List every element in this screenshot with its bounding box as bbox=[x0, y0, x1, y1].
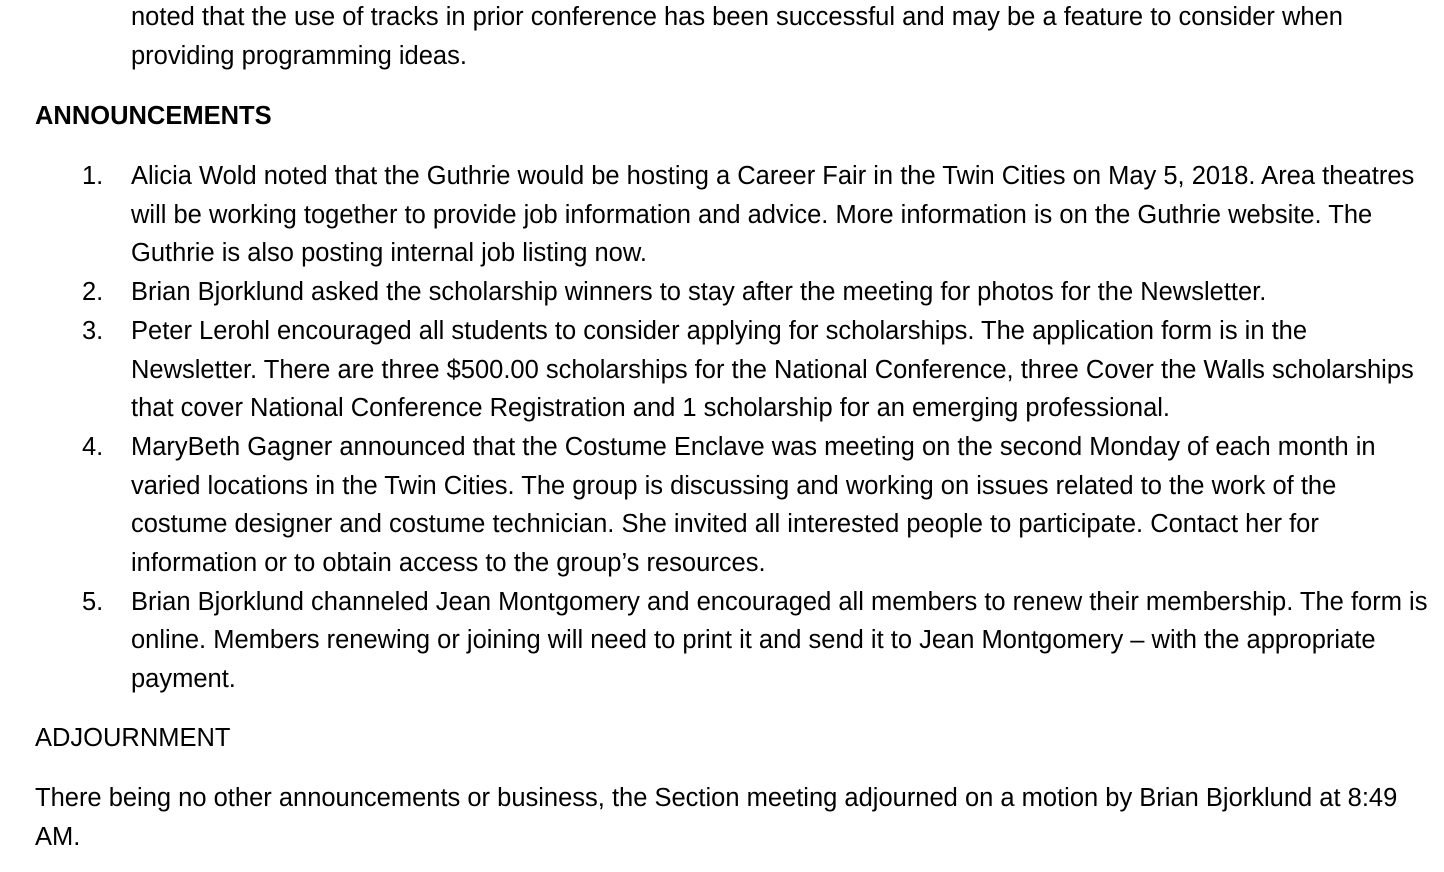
list-item-text: Peter Lerohl encouraged all students to consider applying for scholarships. The application form is in the Newsletter. There are three $500.00 scholarships for the National Conference, three Cover the Walls scholarships that cover National Conference Registration and 1 scholarship for an emerging professional. bbox=[131, 316, 1414, 423]
list-item bbox=[0, 157, 1431, 273]
list-item-number: 1. bbox=[82, 162, 104, 190]
intro-continued-paragraph: noted that the use of tracks in prior conference has been successful and may be a feature to consider when providing programming ideas. bbox=[131, 3, 1343, 70]
list-item bbox=[0, 583, 1431, 699]
list-item-number: 4. bbox=[82, 432, 104, 461]
list-item bbox=[0, 312, 1431, 428]
announcements-list bbox=[0, 157, 1444, 699]
adjournment-paragraph: There being no other announcements or business, the Section meeting adjourned on a motion by Brian Bjorklund at 8:49 AM. bbox=[35, 784, 1398, 851]
list-item-number: 5. bbox=[82, 587, 104, 616]
list-item-text: Brian Bjorklund channeled Jean Montgomery and encouraged all members to renew their membership. The form is online. Members renewing or joining will need to print it and send it to Jean Montgomery – with the appropriate payment. bbox=[131, 587, 1428, 694]
list-item-text: Alicia Wold noted that the Guthrie would be hosting a Career Fair in the Twin Cities on May 5, 2018. Area theatres will be working together to provide job information and advice. More information is on the Guthrie website. The Guthrie is also posting internal job listing now. bbox=[131, 162, 1415, 268]
list-item-number: 2. bbox=[82, 278, 104, 307]
list-item-number: 3. bbox=[82, 316, 104, 345]
announcements-heading: ANNOUNCEMENTS bbox=[35, 102, 272, 130]
adjournment-heading: ADJOURNMENT bbox=[35, 724, 231, 752]
list-item bbox=[0, 273, 1431, 312]
list-item-text: Brian Bjorklund asked the scholarship winners to stay after the meeting for photos for the Newsletter. bbox=[131, 278, 1267, 307]
list-item bbox=[0, 428, 1431, 583]
list-item-text: MaryBeth Gagner announced that the Costume Enclave was meeting on the second Monday of each month in varied locations in the Twin Cities. The group is discussing and working on issues related to the work of the costume designer and costume technician. She invited all interested people to participate. Contact her for information or to obtain access to the group’s resources. bbox=[131, 432, 1376, 578]
